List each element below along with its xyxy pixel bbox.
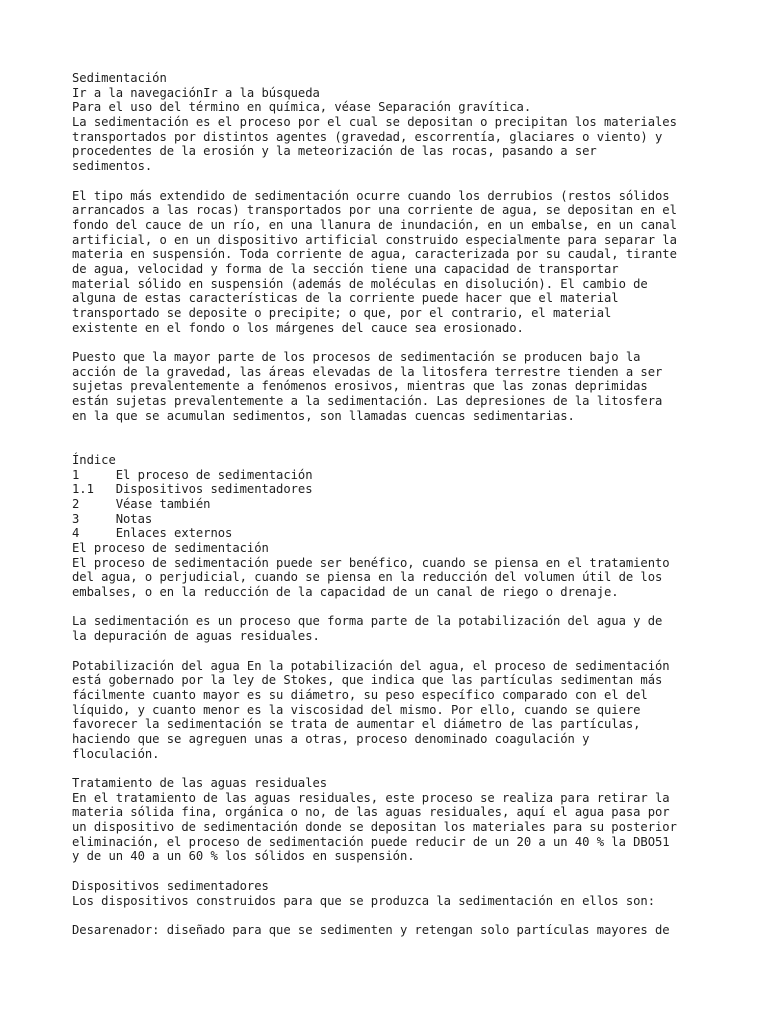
sedimentation-types-paragraph — [72, 189, 712, 336]
text-line: procedentes de la erosión y la meteorización de las rocas, pasando a ser — [72, 144, 597, 159]
paragraph-gap — [72, 438, 712, 453]
text-line: El tipo más extendido de sedimentación ocurre cuando los derrubios (restos sólidos — [72, 188, 670, 203]
text-line: están sujetas prevalentemente a la sedimentación. Las depresiones de la litosfera — [72, 394, 663, 409]
text-line: La sedimentación es el proceso por el cual se depositan o precipitan los materiales — [72, 115, 677, 130]
toc-item[interactable]: 4 Enlaces externos — [72, 526, 233, 541]
section-heading: Tratamiento de las aguas residuales — [72, 776, 328, 790]
section-sedimentation-devices — [72, 879, 712, 938]
text-line: existente en el fondo o los márgenes del cauce sea erosionado. — [72, 320, 524, 335]
text-line: Desarenador: diseñado para que se sedimenten y retengan solo partículas mayores de — [72, 922, 670, 937]
text-line: Potabilización del agua En la potabilización del agua, el proceso de sedimentación — [72, 658, 670, 673]
paragraph-gap — [72, 600, 712, 615]
text-line: de agua, velocidad y forma de la sección tiene una capacidad de transportar — [72, 261, 619, 276]
text-line: sedimentos. — [72, 159, 153, 174]
text-line: y de un 40 a un 60 % los sólidos en suspensión. — [72, 849, 415, 864]
intro-paragraph — [72, 115, 712, 174]
paragraph-gap — [72, 761, 712, 776]
text-line: En el tratamiento de las aguas residuales, este proceso se realiza para retirar la — [72, 790, 670, 805]
text-line: del agua, o perjudicial, cuando se piensa en la reducción del volumen útil de los — [72, 570, 663, 585]
text-line: fácilmente cuanto mayor es su diámetro, su peso específico comparado con el del — [72, 687, 648, 702]
text-line: un dispositivo de sedimentación donde se depositan los materiales para su posterior — [72, 820, 677, 835]
text-line: El proceso de sedimentación puede ser benéfico, cuando se piensa en el tratamiento — [72, 555, 670, 570]
text-line: material sólido en suspensión (además de moléculas en disolución). El cambio de — [72, 276, 648, 291]
text-line: sujetas prevalentemente a fenómenos erosivos, mientras que las zonas deprimidas — [72, 379, 648, 394]
toc-heading: Índice — [72, 452, 116, 467]
toc-item[interactable]: 3 Notas — [72, 511, 153, 526]
text-line: eliminación, el proceso de sedimentación puede reducir de un 20 a un 40 % la DBO51 — [72, 834, 670, 849]
text-line: acción de la gravedad, las áreas elevadas de la litosfera terrestre tienden a ser — [72, 364, 663, 379]
text-line: embalses, o en la reducción de la capacidad de un canal de riego o drenaje. — [72, 585, 619, 600]
text-line: alguna de estas características de la corriente puede hacer que el material — [72, 291, 619, 306]
paragraph-gap — [72, 424, 712, 439]
text-line: fondo del cauce de un río, en una llanura de inundación, en un embalse, en un canal — [72, 217, 677, 232]
text-line: transportados por distintos agentes (gravedad, escorrentía, glaciares o viento) y — [72, 129, 663, 144]
section-sedimentation-process — [72, 541, 712, 761]
document-page — [72, 71, 712, 938]
text-line: arrancados a las rocas) transportados por una corriente de agua, se depositan en el — [72, 203, 677, 218]
text-line: floculación. — [72, 746, 160, 761]
text-line: está gobernado por la ley de Stokes, que indica que las partículas sedimentan más — [72, 673, 663, 688]
text-line: Puesto que la mayor parte de los procesos de sedimentación se producen bajo la — [72, 350, 641, 365]
text-line: La sedimentación es un proceso que forma parte de la potabilización del agua y de — [72, 614, 663, 629]
text-line: en la que se acumulan sedimentos, son llamadas cuencas sedimentarias. — [72, 408, 575, 423]
toc-item[interactable]: 1 El proceso de sedimentación — [72, 467, 313, 482]
toc-item[interactable]: 2 Véase también — [72, 496, 211, 511]
gravity-paragraph — [72, 350, 712, 423]
section-wastewater-treatment — [72, 776, 712, 864]
page-title: Sedimentación — [72, 71, 167, 85]
navigation-links[interactable]: Ir a la navegaciónIr a la búsqueda — [72, 85, 320, 100]
text-line: artificial, o en un dispositivo artificial construido especialmente para separar la — [72, 232, 677, 247]
text-line: líquido, y cuanto menor es la viscosidad del mismo. Por ello, cuando se quiere — [72, 702, 641, 717]
hatnote: Para el uso del término en química, véase Separación gravítica. — [72, 100, 532, 115]
text-line: la depuración de aguas residuales. — [72, 629, 320, 644]
text-line: haciendo que se agreguen unas a otras, proceso denominado coagulación y — [72, 731, 590, 746]
paragraph-gap — [72, 174, 712, 189]
text-line: Los dispositivos construidos para que se produzca la sedimentación en ellos son: — [72, 893, 656, 908]
table-of-contents — [72, 453, 712, 541]
paragraph-gap — [72, 644, 712, 659]
text-line: favorecer la sedimentación se trata de aumentar el diámetro de las partículas, — [72, 717, 641, 732]
paragraph-gap — [72, 908, 712, 923]
toc-item[interactable]: 1.1 Dispositivos sedimentadores — [72, 482, 313, 497]
section-heading: Dispositivos sedimentadores — [72, 878, 269, 893]
paragraph-gap — [72, 335, 712, 350]
text-line: materia en suspensión. Toda corriente de agua, caracterizada por su caudal, tirante — [72, 247, 677, 262]
text-line: transportado se deposite o precipite; o que, por el contrario, el material — [72, 306, 612, 320]
text-line: materia sólida fina, orgánica o no, de las aguas residuales, aquí el agua pasa por — [72, 805, 670, 820]
paragraph-gap — [72, 864, 712, 879]
section-heading: El proceso de sedimentación — [72, 541, 269, 555]
